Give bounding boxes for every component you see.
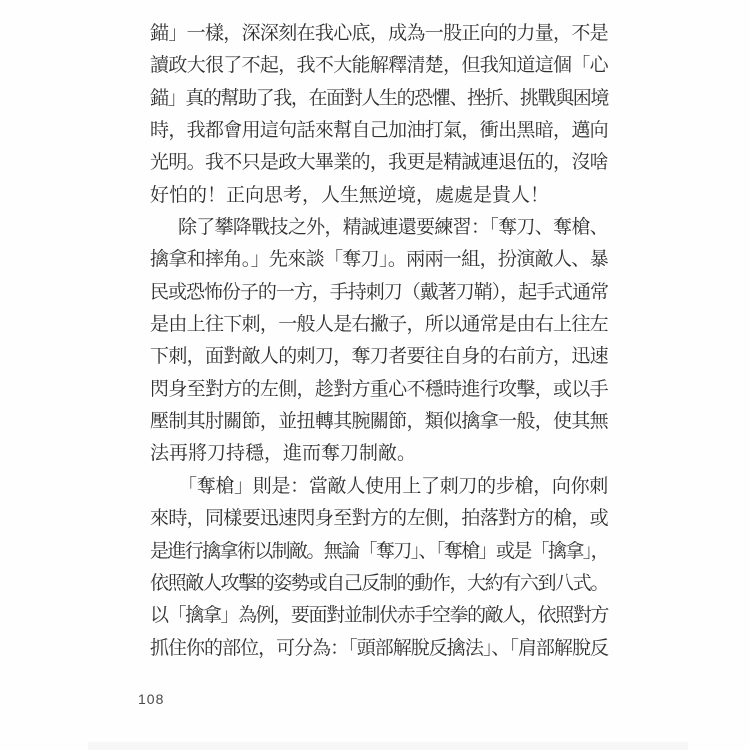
text-line [150,115,608,147]
text-line [150,18,608,50]
text-line [150,309,608,341]
text-line-content: 時，我都會用這句話來幫自己加油打氣，衝出黑暗，邁向 [150,120,608,142]
text-line [150,50,608,82]
text-line [150,147,608,179]
text-line-content: 法再將刀持穩，進而奪刀制敵。 [150,443,417,465]
text-line [150,568,608,600]
text-line-content: 「奪槍」則是：當敵人使用上了刺刀的步槍，向你刺 [178,475,608,497]
text-line-content: 閃身至對方的左側，趁對方重心不穩時進行攻擊，或以手 [150,378,608,400]
text-line-content: 除了攀降戰技之外，精誠連還要練習：「奪刀、奪槍、 [178,217,608,239]
text-line [150,341,608,373]
text-line [150,244,608,276]
text-line-paragraph-start [178,212,608,244]
page-number: 108 [138,691,165,707]
text-line-content: 抓住你的部位，可分為：「頭部解脫反擒法」、「肩部解脫反 [150,637,608,659]
page-edge-shadow [88,742,688,750]
text-line-content: 是由上往下刺，一般人是右撇子，所以通常是由右上往左 [150,314,608,336]
text-line [150,374,608,406]
text-line-content: 光明。我不只是政大畢業的，我更是精誠連退伍的，沒啥 [150,152,608,174]
text-line-content: 民或恐怖份子的一方，手持刺刀（戴著刀鞘），起手式通常 [150,281,608,303]
text-line-paragraph-end [150,180,608,212]
text-line-content: 依照敵人攻擊的姿勢或自己反制的動作，大約有六到八式。 [150,572,608,594]
text-line-content: 錨」真的幫助了我，在面對人生的恐懼、挫折、挑戰與困境 [150,87,608,109]
text-line-content: 好怕的！正向思考，人生無逆境，處處是貴人！ [150,184,550,206]
text-line-content: 來時，同樣要迅速閃身至對方的左側，拍落對方的槍，或 [150,508,608,530]
text-line-content: 壓制其肘關節，並扭轉其腕關節，類似擒拿一般，使其無 [150,411,608,433]
text-line [150,406,608,438]
text-line [150,536,608,568]
text-line [150,633,608,665]
text-line-content: 是進行擒拿術以制敵。無論「奪刀」、「奪槍」或是「擒拿」， [150,540,608,562]
text-line-content: 錨」一樣，深深刻在我心底，成為一股正向的力量，不是 [150,23,608,44]
text-line-content: 讀政大很了不起，我不大能解釋清楚，但我知道這個「心 [150,55,608,77]
text-line [150,83,608,115]
text-line-paragraph-end [150,438,608,470]
text-line-content: 下刺，面對敵人的刺刀，奪刀者要往自身的右前方，迅速 [150,346,608,368]
text-line [150,277,608,309]
body-text [150,18,608,665]
text-line-content: 擒拿和摔角。」先來談「奪刀」。兩兩一組，扮演敵人、暴 [150,249,608,271]
text-line-content: 以「擒拿」為例，要面對並制伏赤手空拳的敵人，依照對方 [150,605,608,627]
text-line [150,600,608,632]
text-line [150,503,608,535]
text-line-paragraph-start [178,471,608,503]
